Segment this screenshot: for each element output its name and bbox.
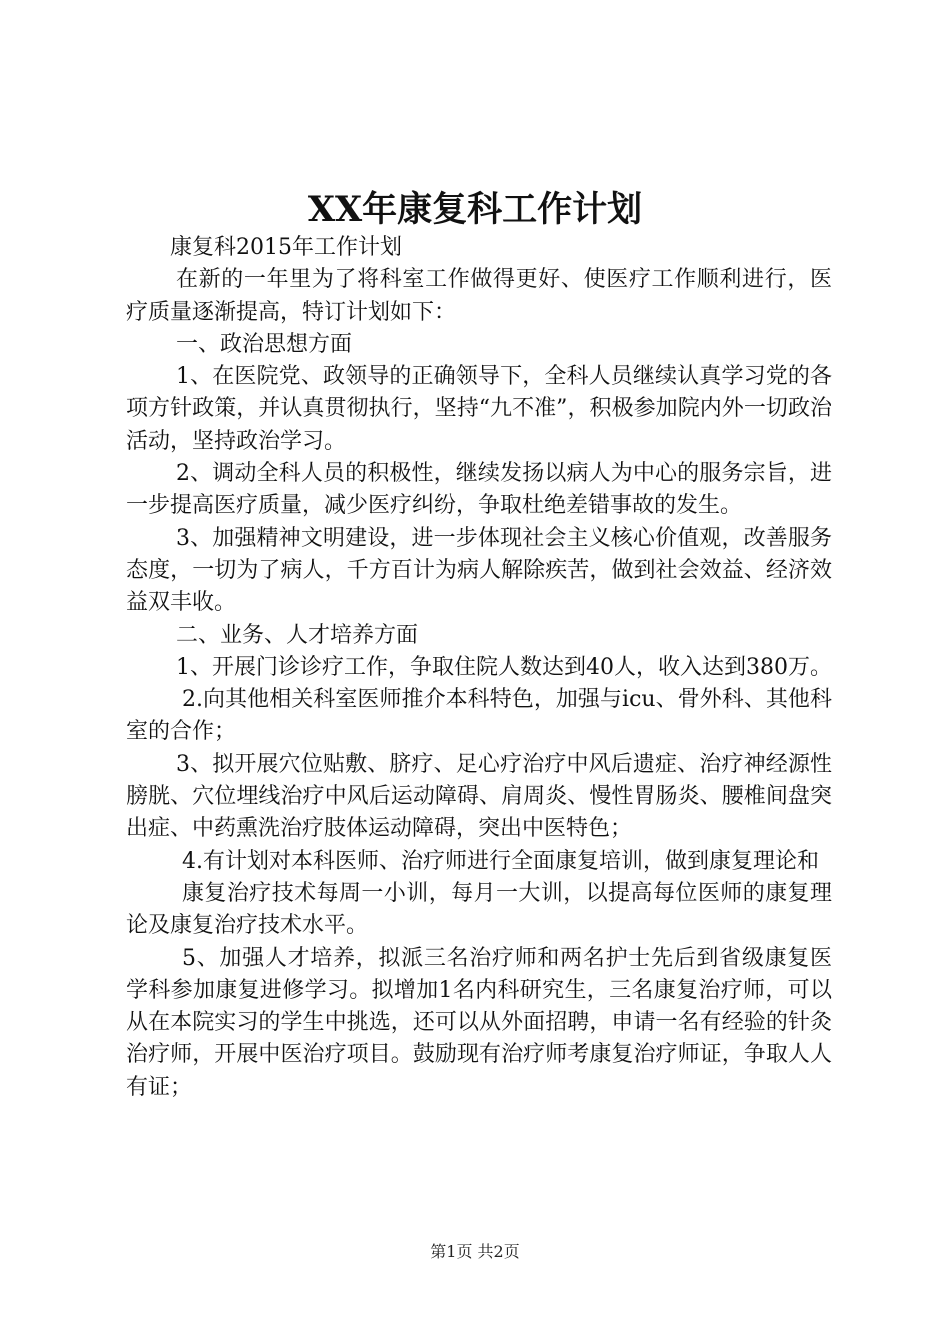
page-footer: 第1页 共2页: [430, 1242, 520, 1261]
section-heading-business: 二、业务、人才培养方面: [176, 622, 419, 648]
paragraph-subtitle: 康复科2015年工作计划: [170, 235, 402, 260]
paragraph-business-5: 5、加强人才培养，拟派三名治疗师和两名护士先后到省级康复医学科参加康复进修学习。拟增加1名内科研究生，三名康复治疗师，可以从在本院实习的学生中挑选，还可以从外面招聘，申请一名有经验的针灸治疗师，开展中医治疗项目。鼓励现有治疗师考康复治疗师证，争取人人有证；: [126, 945, 832, 1100]
paragraph-business-4-cont: 康复治疗技术每周一小训，每月一大训，以提高每位医师的康复理论及康复治疗技术水平。: [126, 880, 832, 939]
paragraph-politics-2: 2、调动全科人员的积极性，继续发扬以病人为中心的服务宗旨，进一步提高医疗质量，减少医疗纠纷，争取杜绝差错事故的发生。: [126, 461, 832, 519]
paragraph-intro: 在新的一年里为了将科室工作做得更好、使医疗工作顺利进行，医疗质量逐渐提高，特订计划如下：: [126, 267, 832, 325]
paragraph-politics-3: 3、加强精神文明建设，进一步体现社会主义核心价值观，改善服务态度，一切为了病人，千方百计为病人解除疾苦，做到社会效益、经济效益双丰收。: [126, 525, 832, 616]
section-heading-politics: 一、政治思想方面: [176, 331, 353, 357]
paragraph-business-3: 3、拟开展穴位贴敷、脐疗、足心疗治疗中风后遗症、治疗神经源性膀胱、穴位埋线治疗中风后运动障碍、肩周炎、慢性胃肠炎、腰椎间盘突出症、中药熏洗治疗肢体运动障碍，突出中医特色；: [126, 751, 832, 842]
document-title: XX年康复科工作计划: [307, 189, 643, 230]
paragraph-business-4: 4.有计划对本科医师、治疗师进行全面康复培训，做到康复理论和: [182, 848, 819, 874]
document-body: [126, 232, 832, 1104]
paragraph-business-1: 1、开展门诊诊疗工作，争取住院人数达到40人，收入达到380万。: [176, 654, 832, 680]
paragraph-politics-1: 1、在医院党、政领导的正确领导下，全科人员继续认真学习党的各项方针政策，并认真贯彻执行，坚持“九不准”，积极参加院内外一切政治活动，坚持政治学习。: [126, 364, 832, 454]
paragraph-business-2: 2.向其他相关科室医师推介本科特色，加强与icu、骨外科、其他科室的合作；: [126, 687, 832, 745]
